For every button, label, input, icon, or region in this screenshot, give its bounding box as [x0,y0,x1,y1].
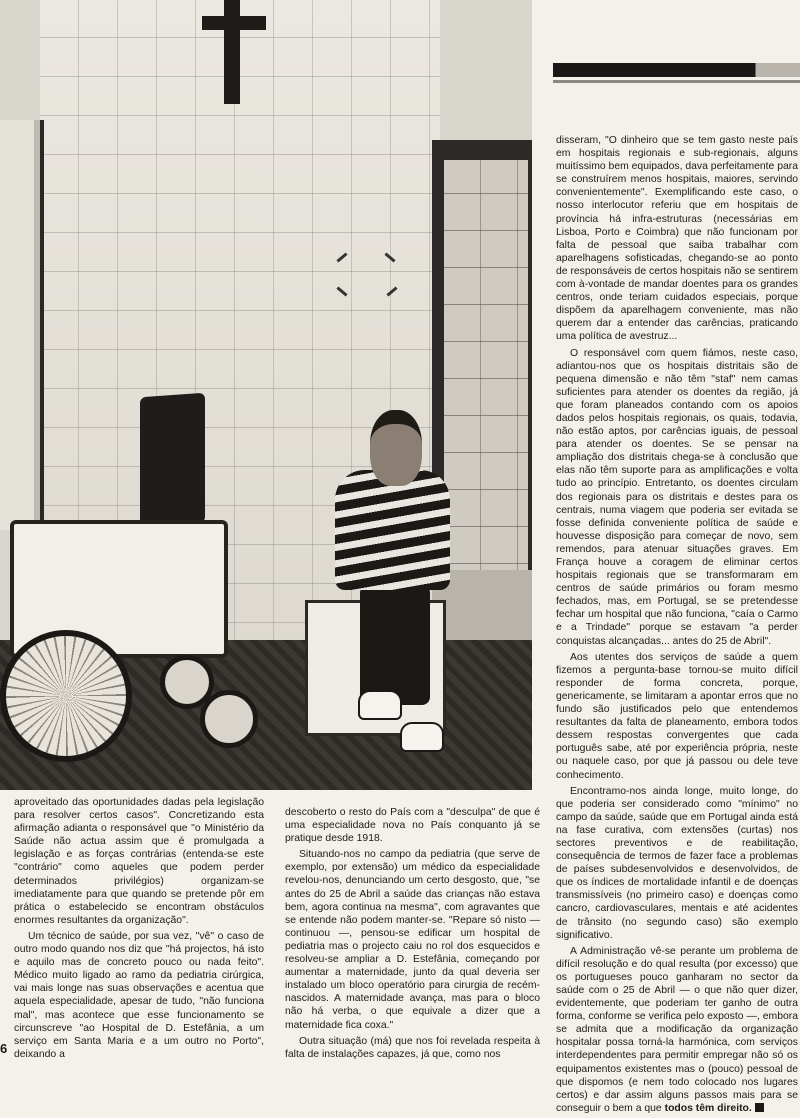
paragraph: Encontramo-nos ainda longe, muito longe, do que poderia ser considerado como "mínimo" no campo da saúde, saúde que em Portugal ainda está na fase curativa, com extensões (curtas) nos sectores preventivos e de reabilitação, consequência de termos de fazer face a problemas de países subdesenvolvidos e desenvolvidos, de que os índices de mortalidade infantil e de doenças transmissíveis (no primeiro caso) e doenças como cancro, cardiovasculares, mentais e até acidentes de trânsito (no segundo caso) são exemplo significativo. [556,785,798,941]
wheelchair-wheel-icon [0,630,132,762]
section-rule-thin [553,80,800,83]
article-photo [0,0,532,790]
paragraph: Outra situação (má) que nos foi revelada respeita à falta de instalações capazes, já que, como nos [285,1035,540,1060]
page-number: 6 [0,1041,8,1056]
paragraph: Um técnico de saúde, por sua vez, "vê" o caso de outro modo quando nos diz que "há projectos, há isto e aquilo mas de concreto pouco ou nada feito". Médico muito ligado ao ramo da pediatria cirúrgica, vai mais longe nas suas observações e acentua que aquela especialidade, apesar de tudo, "não funciona mal", mas acontece que esse funcionamento se circunscreve "ao Hospital de D. Estefânia, a um serviço em Santa Maria e a um outro no Porto", deixando a [14,930,264,1060]
bottom-left-text-column [14,796,264,1064]
right-text-column [556,134,798,1118]
boy-head [370,410,422,486]
bottom-middle-text-column [285,806,540,1064]
paragraph: O responsável com quem fiámos, neste caso, adiantou-nos que os hospitais distritais são de pequena dimensão e não têm "staf" nem camas suficientes para atender os doentes da região, já que foram planeados contando com os apoios dados pelos hospitais regionais, os quais, todavia, não estão aptos, por carências iguais, de pessoal para atender os doentes. Se se pensar na ampliação dos distritais chega-se à conclusão que elas não têm suporte para as amplificações e volta tudo ao princípio. Entretanto, os doentes circulam dos regionais para os distritais e destes para os centrais, numa viagem que poderia ser evitada se fosse definida conveniente política de saúde e houvesse disposição para começar de novo, sem remendos, para atenuar situações graves. Em França houve a coragem de eliminar certos hospitais regionais que se transformaram em centros de saúde primários ou foram mesmo fechados, mas, em Portugal, se se pretendesse fechar um hospital que não funciona, "caía o Carmo e a Trindade" porque se estavam "a perder conquistas alcançadas... antes do 25 de Abril". [556,347,798,647]
crucifix-bar [202,16,266,30]
paragraph: descoberto o resto do País com a "desculpa" de que é uma especialidade nova no País conquanto já se pratique desde 1918. [285,807,540,845]
section-rule [553,63,800,77]
paragraph-last [556,945,798,1115]
shoe-icon [358,690,402,720]
paragraph: disseram, "O dinheiro que se tem gasto neste país em hospitais regionais e sub-regionais, alguns muitíssimo bem equipados, dava perfeitamente para se construírem menos hospitais, maiores, servindo convenientemente". Exemplificando este caso, o nosso interlocutor referiu que em hospitais de província há infra-estruturas (necessárias em Lisboa, Porto e Coimbra) que não funcionam por falta de pessoal que saiba trabalhar com aparelhagens sofisticadas, chegando-se ao ponto de responsáveis de certos hospitais não se sentirem com à-vontade de mandar doentes para os grandes centros, onde teriam cuidados especiais, porque dispõem da aparelhagem conveniente, mas não querem dar a entender das carências, praticando uma política de avestruz... [556,135,799,343]
wheelchair-caster-icon [200,690,258,748]
boy-sweater [335,470,450,590]
shoe-icon [400,722,444,752]
paragraph: Aos utentes dos serviços de saúde a quem fizemos a pergunta-base tornou-se muito difícil responder de forma concreta, porque, genericamente, se limitaram a apontar erros que no fundo são justificados pelo que entendemos resultantes da falta de planeamento, embora todos dessem respostas convergentes que cada português sabe, até por experiência própria, neste ou naquele caso, por que já passou ou dele teve conhecimento. [556,651,798,781]
end-of-article-icon [755,1103,764,1112]
boy-legs [360,585,430,705]
closing-words: todos têm direito. [664,1102,752,1114]
wheelchair-icon [140,393,205,528]
paragraph: aproveitado das oportunidades dadas pela legislação para resolver certos casos". Concretizando esta afirmação adianta o responsável que "o Ministério da Saúde não actua assim que é promulgada a legislação e as forças contrárias (entenda-se este "contrário" como aqueles que podem perder determinados privilégios) organizam-se imediatamente para que quando se pretende pôr em prática o estabelecido se encontram obstáculos enormes resultantes da organização". [14,797,264,926]
paragraph: Situando-nos no campo da pediatria (que serve de exemplo, por extensão) um médico da especialidade revelou-nos, denunciando um certo desgosto, que, "se antes do 25 de Abril a saúde das crianças não estava bem, agora continua na mesma", com agravantes que se entende não podem manter-se. "Repare só nisto — continuou —, pensou-se edificar um hospital de pediatria mas o projecto caiu no rol dos esquecidos e resolveu-se ampliar a D. Estefânia, começando por aumentar a maternidade, junto da qual deveria ser instalado um bloco operatório para cirurgia de recém-nascidos. A maternidade avança, mas para o bloco não há verba, o que equivale a dizer que a maternidade fica coxa." [285,849,540,1031]
paragraph-text: A Administração vê-se perante um problema de difícil resolução e do qual resulta (por excesso) que os portugueses pouco ganharam no sector da saúde com o 25 de Abril — o que não quer dizer, evidentemente, que poderiam ter ganho de outra forma, conforme se verifica pelo exposto —, embora se admita que a modificação da organização hospitalar possa torná-la harmónica, com serviços interdependentes para permitir empregar não só os equipamentos existentes mas o (pouco) pessoal de que dispomos (e nem todo colocado nos lugares certos) e dar assim alguns passos mais para se conseguir o bem a que [556,945,798,1114]
left-door [0,120,44,530]
